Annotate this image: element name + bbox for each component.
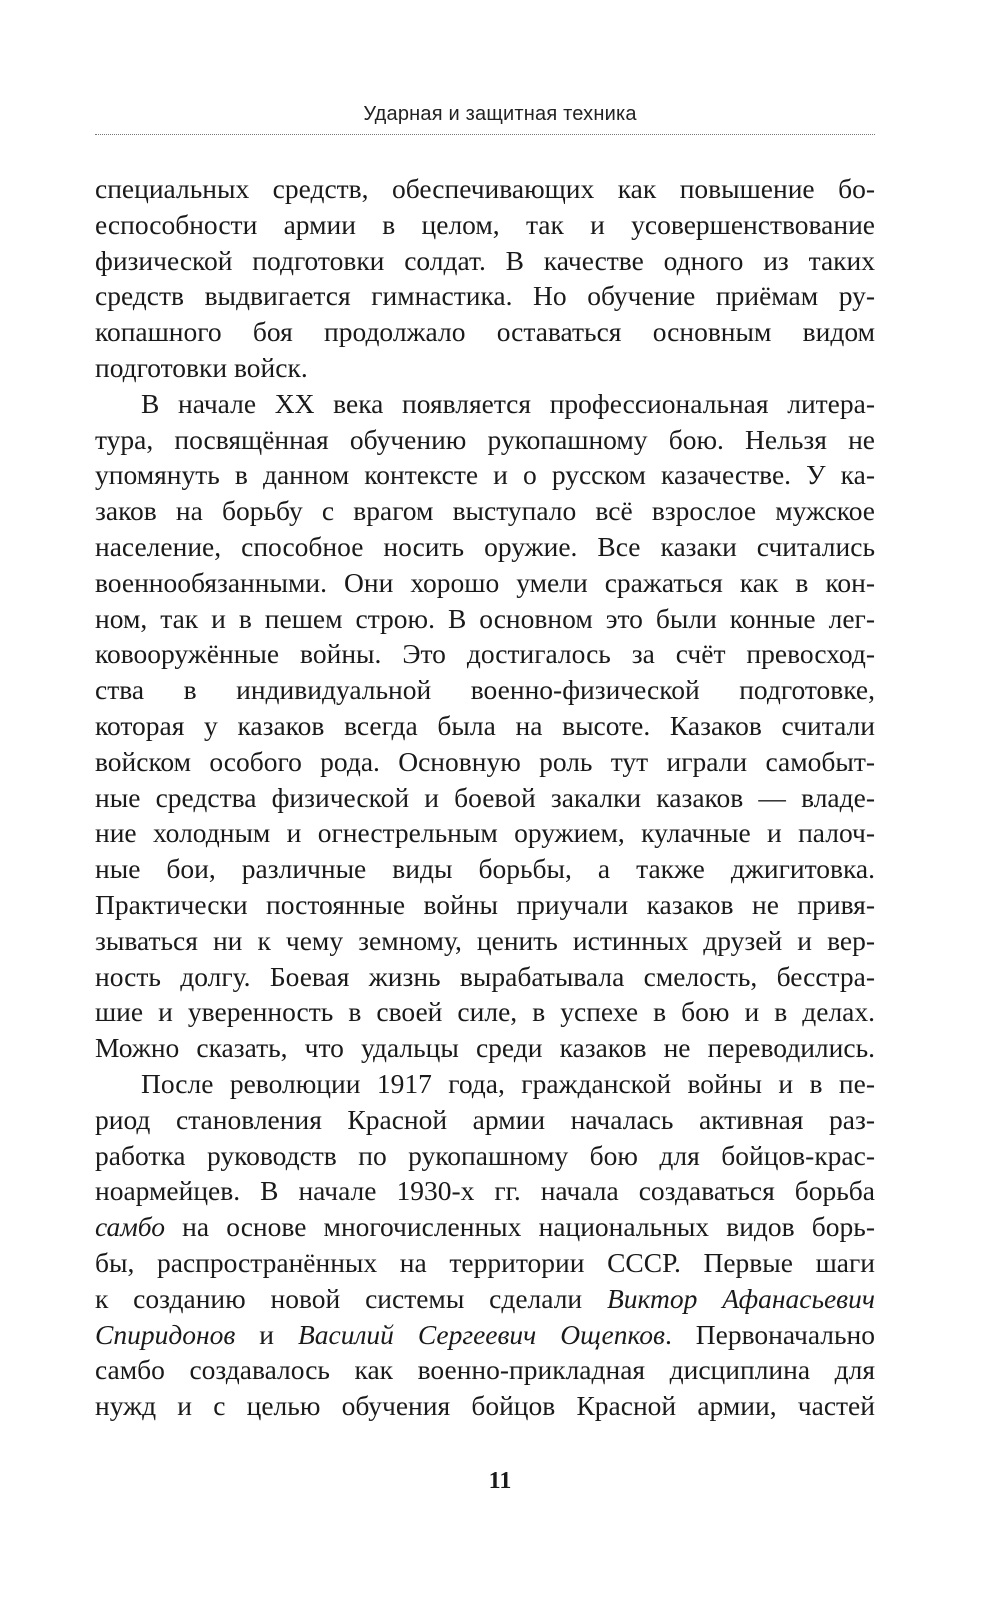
- text-line: бы, распространённых на территории СССР. Первые шаги: [95, 1246, 875, 1278]
- text-line: средств выдвигается гимнастика. Но обучение приёмам ру-: [95, 280, 875, 312]
- text-line: которая у казаков всегда была на высоте. Казаков считали: [95, 709, 875, 741]
- text-line: Практически постоянные войны приучали казаков не привя-: [95, 888, 875, 920]
- text-segment: на основе многочисленных национальных видов борь-: [165, 1211, 875, 1243]
- text-segment: . Первоначально: [665, 1318, 875, 1350]
- text-line: ность долгу. Боевая жизнь вырабатывала смелость, бесстра-: [95, 960, 875, 992]
- text-line: ноармейцев. В начале 1930-х гг. начала создаваться борьба: [95, 1175, 875, 1207]
- text-line: работка руководств по рукопашному бою для бойцов-крас-: [95, 1139, 875, 1171]
- text-line: [95, 1317, 875, 1353]
- text-line: упомянуть в данном контексте и о русском казачестве. У ка-: [95, 459, 875, 491]
- person-name: Василий Сергеевич Ощепков: [297, 1318, 665, 1350]
- text-line: ные бои, различные виды борьбы, а также джигитовка.: [95, 853, 875, 885]
- text-line: физической подготовки солдат. В качестве одного из таких: [95, 244, 875, 276]
- header-rule: [95, 134, 875, 135]
- text-line: население, способное носить оружие. Все казаки считались: [95, 530, 875, 562]
- text-line: тура, посвящённая обучению рукопашному бою. Нельзя не: [95, 423, 875, 455]
- text-line: специальных средств, обеспечивающих как повышение бо-: [95, 173, 875, 204]
- text-line: зываться ни к чему земному, ценить истинных друзей и вер-: [95, 924, 875, 956]
- text-line: [95, 1281, 875, 1317]
- text-line: копашного боя продолжало оставаться основным видом: [95, 316, 875, 348]
- text-line: После революции 1917 года, гражданской войны и в пе-: [141, 1067, 875, 1099]
- text-segment: и: [235, 1318, 298, 1350]
- text-line: В начале XX века появляется профессиональная литера-: [141, 387, 875, 419]
- page-number: 11: [488, 1468, 512, 1494]
- person-name: Виктор Афанасьевич: [606, 1282, 875, 1314]
- text-segment: к созданию новой системы сделали: [95, 1282, 607, 1314]
- text-line: риод становления Красной армии началась активная раз-: [95, 1103, 875, 1135]
- text-line: заков на борьбу с врагом выступало всё взрослое мужское: [95, 495, 875, 527]
- text-line: нужд и с целью обучения бойцов Красной армии, частей: [95, 1390, 875, 1422]
- text-line: самбо создавалось как военно-прикладная дисциплина для: [95, 1354, 875, 1386]
- text-line: Можно сказать, что удальцы среди казаков не переводились.: [95, 1032, 875, 1064]
- text-line: войском особого рода. Основную роль тут играли самобыт-: [95, 745, 875, 777]
- text-line: ные средства физической и боевой закалки казаков — владе-: [95, 781, 875, 813]
- text-line: ства в индивидуальной военно-физической подготовке,: [95, 674, 875, 706]
- term-sambo: самбо: [95, 1211, 166, 1243]
- text-line: военнообязанными. Они хорошо умели сражаться как в кон-: [95, 566, 875, 598]
- running-head: Ударная и защитная техника: [363, 103, 637, 125]
- person-name: Спиридонов: [95, 1318, 236, 1350]
- body-text: [95, 171, 875, 1424]
- text-line: шие и уверенность в своей силе, в успехе в бою и в делах.: [95, 996, 875, 1028]
- text-line: еспособности армии в целом, так и усовершенствование: [95, 208, 875, 240]
- text-line: ковооружённые войны. Это достигалось за счёт превосход-: [95, 638, 875, 670]
- text-line: [95, 1209, 875, 1245]
- text-line: ние холодным и огнестрельным оружием, кулачные и палоч-: [95, 817, 875, 849]
- text-line: подготовки войск.: [95, 351, 308, 383]
- text-line: ном, так и в пешем строю. В основном это были конные лег-: [95, 602, 875, 634]
